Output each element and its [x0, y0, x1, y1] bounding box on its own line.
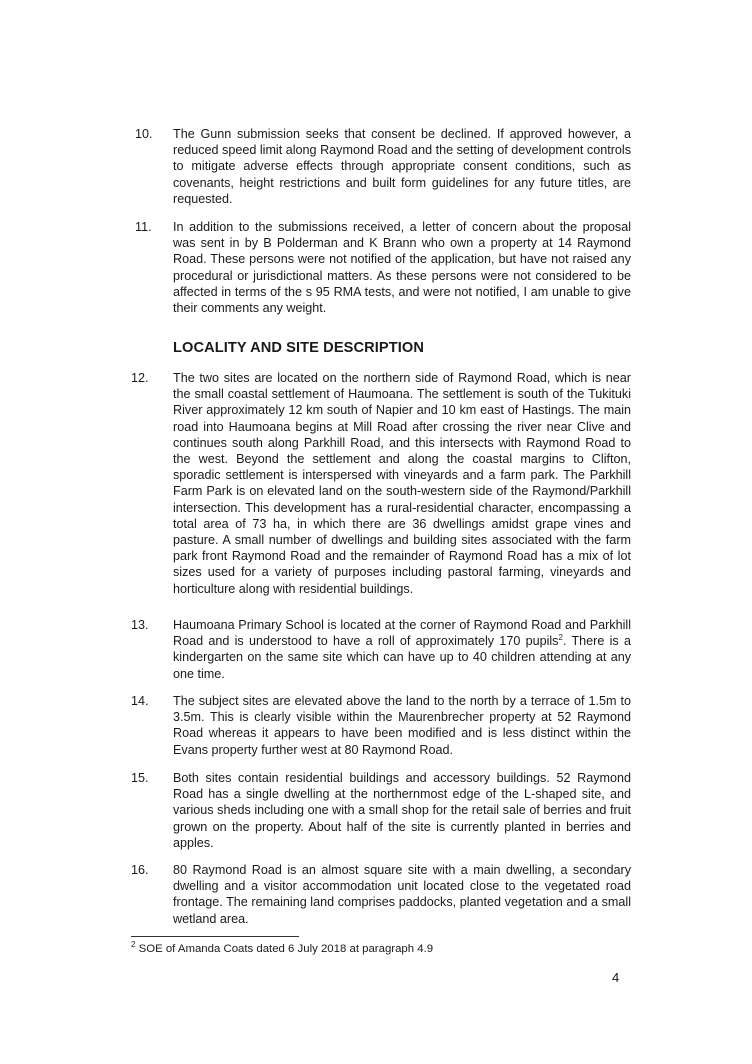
footnote-text: SOE of Amanda Coats dated 6 July 2018 at paragraph 4.9 [135, 943, 434, 955]
page-number: 4 [612, 970, 620, 985]
paragraph-text-part: Haumoana Primary School is located at the corner of Raymond Road and Parkhill Road and is understood to have a roll of approximately 170 pupils [173, 618, 631, 649]
paragraph-number: 10. [135, 127, 153, 141]
paragraph-number: 15. [131, 771, 149, 785]
paragraph-number: 12. [131, 371, 149, 385]
paragraph-16 [131, 862, 631, 927]
paragraph-15 [131, 770, 631, 851]
paragraph-10 [131, 126, 631, 207]
footnote-reference[interactable]: 2 [558, 633, 563, 643]
paragraph-text: The two sites are located on the northern side of Raymond Road, which is near the small coastal settlement of Haumoana. The settlement is south of the Tukituki River approximately 12 km south of Napier and 10 km east of Hastings. The main road into Haumoana begins at Mill Road after crossing the river near Clive and continues south along Parkhill Road, and this intersects with Raymond Road to the west. Beyond the settlement and along the coastal margins to Clifton, sporadic settlement is interspersed with vineyards and a farm park. The Parkhill Farm Park is on elevated land on the south-western side of the Raymond/Parkhill intersection. This development has a rural-residential character, encompassing a total area of 73 ha, in which there are 36 dwellings amidst grape vines and pasture. A small number of dwellings and building sites associated with the farm park front Raymond Road and the remainder of Raymond Road has a mix of lot sizes used for a variety of purposes including pastoral farming, vineyards and horticulture along with residential buildings. [173, 371, 631, 596]
section-heading: LOCALITY AND SITE DESCRIPTION [173, 340, 425, 356]
paragraph-number: 11. [135, 220, 152, 234]
paragraph-text: The Gunn submission seeks that consent be declined. If approved however, a reduced speed limit along Raymond Road and the setting of development controls to mitigate adverse effects through appropriate consent conditions, such as covenants, height restrictions and built form guidelines for any future titles, are requested. [173, 127, 631, 206]
paragraph-11 [131, 219, 631, 316]
paragraph-text [173, 617, 631, 682]
paragraph-number: 14. [131, 694, 149, 708]
footnote-mark: 2 [131, 940, 136, 950]
paragraph-text: Both sites contain residential buildings and accessory buildings. 52 Raymond Road has a single dwelling at the northernmost edge of the L-shaped site, and various sheds including one with a small shop for the retail sale of berries and fruit grown on the property. About half of the site is currently planted in berries and apples. [173, 771, 631, 850]
paragraph-13 [131, 617, 631, 682]
paragraph-12 [131, 370, 631, 597]
paragraph-text-part: . There is a kindergarten on the same site which can have up to 40 children attending at any one time. [173, 634, 631, 681]
paragraph-number: 13. [131, 618, 149, 632]
paragraph-14 [131, 693, 631, 758]
paragraph-text: 80 Raymond Road is an almost square site with a main dwelling, a secondary dwelling and a visitor accommodation unit located close to the vegetated road frontage. The remaining land comprises paddocks, planted vegetation and a small wetland area. [173, 863, 631, 926]
footnote-divider [131, 936, 299, 937]
paragraph-number: 16. [131, 863, 149, 877]
footnote [131, 942, 433, 956]
paragraph-text: The subject sites are elevated above the land to the north by a terrace of 1.5m to 3.5m. This is clearly visible within the Maurenbrecher property at 52 Raymond Road whereas it appears to have been modified and is less distinct within the Evans property further west at 80 Raymond Road. [173, 694, 631, 757]
paragraph-text: In addition to the submissions received, a letter of concern about the proposal was sent in by B Polderman and K Brann who own a property at 14 Raymond Road. These persons were not notified of the application, but have not raised any procedural or jurisdictional matters. As these persons were not considered to be affected in terms of the s 95 RMA tests, and were not notified, I am unable to give their comments any weight. [173, 220, 631, 316]
